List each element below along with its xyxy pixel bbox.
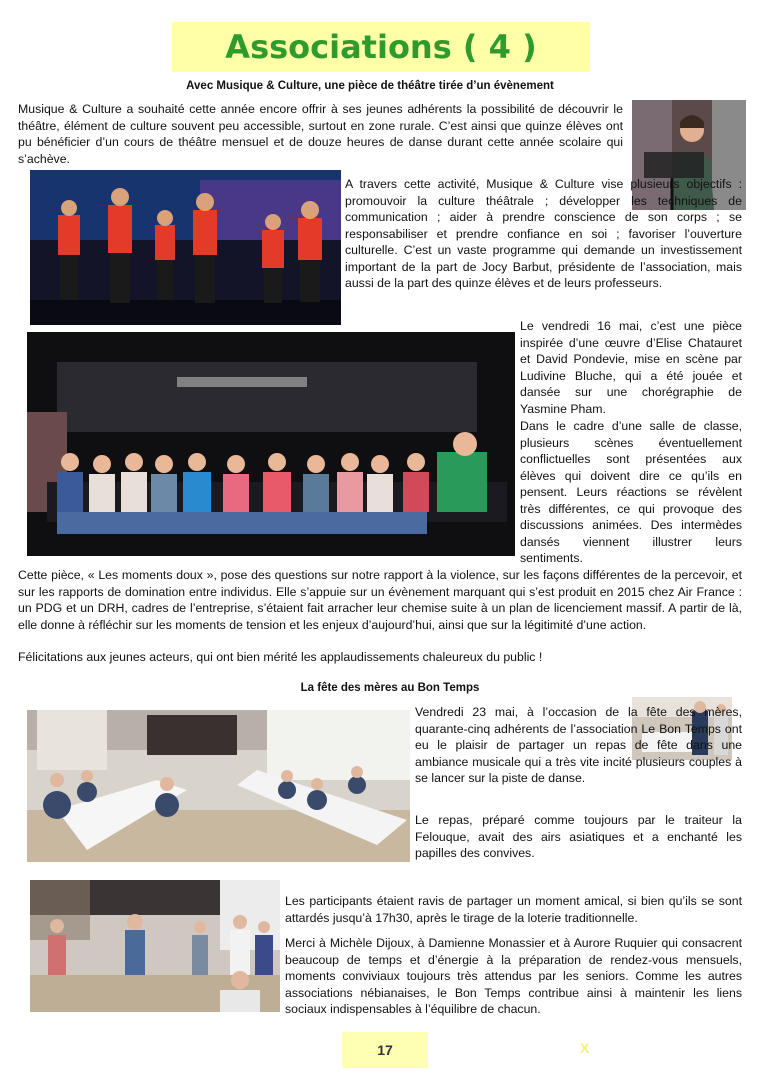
article-paragraph: Les participants étaient ravis de partager un moment amical, si bien qu’ils se sont attardés jusqu’à 17h30, après le tirage de la loterie traditionnelle. <box>285 894 742 925</box>
article-paragraph: A travers cette activité, Musique & Culture vise plusieurs objectifs : promouvoir la culture théâtrale ; développer les techniques de communication ; aider à prendre conscience de son corps ; se responsabiliser et prendre confiance en soi ; favoriser l’ouverture culturelle. C’est un vaste programme qui demande un investissement important de la part de Jocy Barbut, présidente de l’association, mais aussi de la part des quinze élèves et de leurs professeurs. <box>345 177 742 290</box>
article-paragraph: Félicitations aux jeunes acteurs, qui ont bien mérité les applaudissements chaleureux du public ! <box>18 650 543 664</box>
article-paragraph: Cette pièce, « Les moments doux », pose des questions sur notre rapport à la violence, sur les façons différentes de la percevoir, et sur les rapports de domination entre individus. Elle s’appuie sur un évènement marquant qui s’est produit en 2015 chez Air France : un PDG et un DRH, cadres de l’entreprise, s’étaient fait arracher leur chemise suite à un plan de licenciement massif. A partir de là, elle donne à réfléchir sur les moments de tension et les enjeux d’aujourd’hui, ainsi que sur la légitimité d’une action. <box>18 568 742 632</box>
photo-dancers-stage <box>30 170 341 325</box>
article-paragraph: Le vendredi 16 mai, c’est une pièce inspirée d’une œuvre d’Elise Chatauret et David Pondevie, mise en scène par Ludivine Bluche, qui a été jouée et dansée sur une chorégraphie de Yasmine Pham. <box>520 319 742 416</box>
photo-banquet-hall <box>27 710 410 862</box>
article-heading-theatre: Avec Musique & Culture, une pièce de théâtre tirée d’un évènement <box>186 80 554 92</box>
photo-students-seated-stage <box>27 332 515 556</box>
article-paragraph: Musique & Culture a souhaité cette année encore offrir à ses jeunes adhérents la possibilité de découvrir le théâtre, élément de culture souvent peu accessible, surtout en zone rurale. C’est ainsi que quinze élèves ont pu bénéficier d’un cours de théâtre mensuel et de douze heures de danse durant cette année scolaire qui s’achève. <box>18 102 623 166</box>
page-number: 17 <box>377 1042 393 1058</box>
page-title: Associations ( 4 ) <box>225 28 537 66</box>
page-title-box <box>172 22 590 72</box>
article-paragraph: Merci à Michèle Dijoux, à Damienne Monassier et à Aurore Ruquier qui consacrent beaucoup de temps et d’énergie à la préparation de rendez-vous mensuels, moments conviviaux toujours très attendus par les seniors. Comme les autres associations nébianaises, le Bon Temps contribue ainsi à maintenir les liens sociaux indispensables à l’équilibre de chacun. <box>285 936 742 1016</box>
photo-dancing-couples <box>30 880 280 1012</box>
article-paragraph: Vendredi 23 mai, à l’occasion de la fête des mères, quarante-cinq adhérents de l’association Le Bon Temps ont eu le plaisir de partager un repas de fête dans une ambiance musicale qui a très vite incité plusieurs couples à se lancer sur la piste de danse. <box>415 705 742 785</box>
article-heading-mothers-day: La fête des mères au Bon Temps <box>300 682 480 694</box>
page-number-badge <box>342 1032 428 1068</box>
article-paragraph: Dans le cadre d’une salle de classe, plusieurs scènes éventuellement conflictuelles sont présentées aux élèves qui doivent dire ce qu’ils en pensent. Leurs réactions se révèlent très différentes, ce qui provoque des discussions animées. Des intermèdes dansés viennent illustrer leurs sentiments. <box>520 419 742 565</box>
corner-mark: X <box>580 1040 590 1056</box>
article-paragraph: Le repas, préparé comme toujours par le traiteur la Felouque, avait des airs asiatiques et a enchanté les papilles des convives. <box>415 813 742 860</box>
